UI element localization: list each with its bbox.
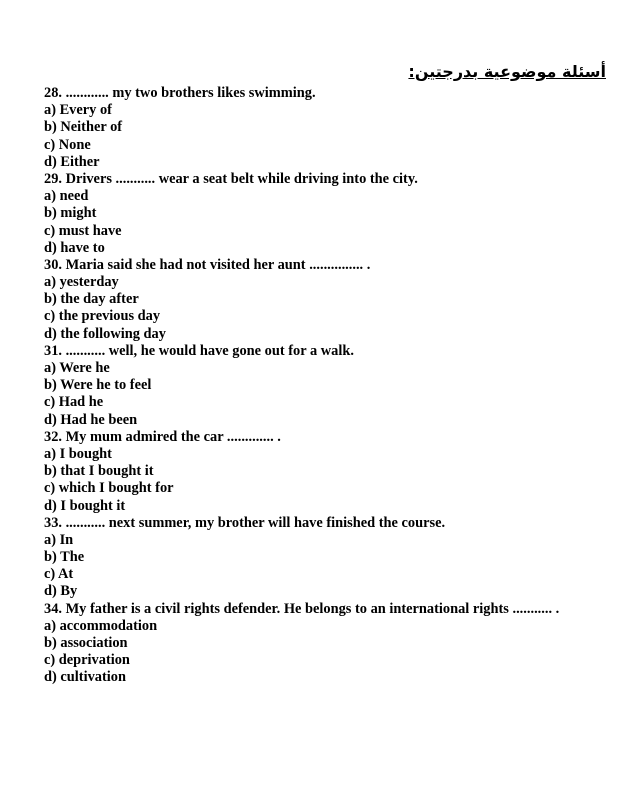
option-d: d) Either	[44, 153, 100, 170]
option-d: d) the following day	[44, 325, 166, 342]
question-31	[44, 343, 612, 429]
option-c: c) deprivation	[44, 652, 130, 669]
section-heading: أسئلة موضوعية بدرجتين:	[408, 62, 606, 81]
option-a: a) Were he	[44, 360, 110, 376]
question-29	[44, 171, 612, 257]
option-d: d) cultivation	[44, 669, 126, 686]
option-a: a) accommodation	[44, 617, 158, 634]
question-stem: 28. ............ my two brothers likes swimming.	[44, 85, 316, 101]
question-33	[44, 515, 612, 601]
option-d: d) Had he been	[44, 411, 138, 428]
option-b: b) Neither of	[44, 119, 123, 136]
option-d: d) By	[44, 583, 78, 600]
option-a: a) Every of	[44, 102, 112, 119]
question-stem: 29. Drivers ........... wear a seat belt while driving into the city.	[44, 170, 418, 187]
question-list	[44, 85, 612, 687]
option-a: a) yesterday	[44, 274, 119, 291]
question-stem: 31. ........... well, he would have gone out for a walk.	[44, 342, 354, 359]
question-32	[44, 429, 612, 515]
question-30	[44, 257, 612, 343]
option-d: d) I bought it	[44, 497, 126, 514]
question-34	[44, 601, 612, 687]
option-a: a) need	[44, 188, 89, 205]
option-b: b) association	[44, 635, 128, 651]
option-a: a) I bought	[44, 445, 112, 462]
question-stem: 33. ........... next summer, my brother will have finished the course.	[44, 514, 446, 531]
option-b: b) The	[44, 549, 85, 566]
option-c: c) None	[44, 136, 91, 153]
option-c: c) the previous day	[44, 308, 161, 325]
option-b: b) the day after	[44, 291, 139, 308]
option-c: c) must have	[44, 222, 122, 239]
option-d: d) have to	[44, 239, 105, 256]
option-b: b) that I bought it	[44, 463, 154, 480]
option-a: a) In	[44, 531, 74, 548]
option-c: c) Had he	[44, 394, 104, 411]
option-b: b) Were he to feel	[44, 377, 152, 394]
question-stem: 34. My father is a civil rights defender. He belongs to an international rights ........... .	[44, 600, 560, 617]
question-stem: 30. Maria said she had not visited her aunt ............... .	[44, 256, 371, 273]
option-c: c) At	[44, 566, 74, 583]
option-c: c) which I bought for	[44, 480, 174, 497]
option-b: b) might	[44, 205, 97, 222]
question-28	[44, 85, 612, 171]
question-stem: 32. My mum admired the car ............. .	[44, 428, 281, 445]
